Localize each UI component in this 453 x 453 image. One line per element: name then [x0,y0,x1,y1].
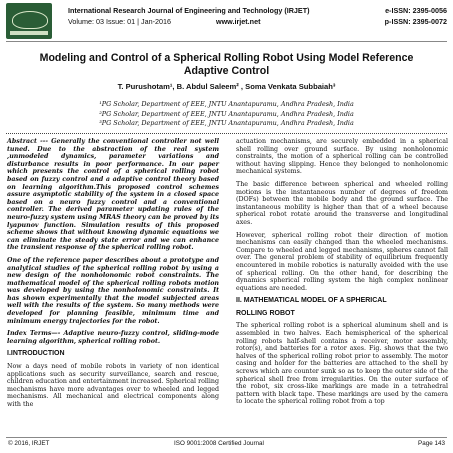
affiliation-1: ¹PG Scholar, Department of EEE, JNTU Anantapuramu, Andhra Pradesh, India [99,100,354,108]
page-header [6,3,447,41]
logo-emblem [12,11,48,29]
logo-bar [10,31,48,35]
header-divider [6,41,447,42]
right-column [236,138,448,411]
volume-issue: Volume: 03 Issue: 01 | Jan-2016 [68,17,171,26]
section-2-heading: II. MATHEMATICAL MODEL OF A SPHERICAL [236,297,387,305]
index-terms: Index Terms—- Adaptive neuro-fuzzy control, sliding-mode learning algorithm, spherical rolling robot. [7,330,219,345]
affiliation-3: ³PG Scholar, Department of EEE, JNTU Anantapuramu, Andhra Pradesh, India [99,119,354,127]
paper-title: Modeling and Control of a Spherical Rolling Robot Using Model Reference Adaptive Control [39,52,414,77]
abstract-paragraph-2: One of the reference paper describes about a prototype and analytical studies of the spherical rolling robot by using a new design of the nonholonomic robot constraints. The mathematical model of the spherical rolling robots motion was developed by using the nonholonomic constraints. It has shown experimentally that the model subjected areas well with the results of the system. So many methods were developed for planning feasible, minimum time and minimum energy trajectories for the robot. [7,256,219,325]
paper-authors: T. Purushotam¹, B. Abdul Saleem² , Soma Venkata Subbaiah³ [117,82,336,91]
affiliations [20,100,433,129]
page-number: Page 143 [418,440,445,447]
journal-website[interactable]: www.irjet.net [216,17,261,26]
body-paragraph-4: The spherical rolling robot is a spherical aluminum shell and is assembled in two halves. Each hemispherical of the spherical rolling robots half-shell contains a receiver, motor assembly, rotor(s), and batteries for a rotor axes. Fig. shows that the two halves of the spherical rolling robot prior to assembly. The motor casing and holder for the batteries are attached to the shell by screws which are counter sunk so as to keep the outer side of the spherical shell free from irregularities. On the outer surface of the robot, six cross-like markings are made in a tetrahedral pattern with black tape. These markings are used by the camera to locate the spherical rolling robot from a top [236,322,448,406]
pissn: p-ISSN: 2395-0072 [384,17,447,26]
left-column [7,138,219,414]
intro-paragraph: Now a days need of mobile robots in variety of non identical applications such as security surveillance, search and rescue, children education and entertainment increased. Spherical rolling mechanisms have more advantages over to wheeled and legged mechanisms. All mechanical and electrical components along with the [7,363,219,408]
body-paragraph-3: However, spherical rolling robot their direction of motion mechanisms can easily changed than the wheeled mechanisms. Compare to wheeled and legged mechanisms, spheres cannot fall over. The general problem of stability of equilibrium frequently encountered in mobile robotics is naturally avoided with the use of spherical rolling. On the other hand, for describing the dynamics spherical rolling system the high complex nonlinear equations are needed. [236,231,448,292]
abstract: Abstract --- Generally the conventional controller not well tuned. Due to the abstraction of the real system ,unmodeled dynamics, parameter variations and disturbance results in poor performance. In our paper which presents the control of a spherical rolling robot based on fuzzy control and a adaptive control theory based on learning algorithm.This proposed control schemes assure asymptotic stability of the system in a closed space based on a neuro fuzzy control and a conventional controller. The derived parameter updating rules of the neuro-fuzzy system using MRAS theory can be proved by its lyapunov function. Simulation results of this proposed scheme shows that without knowing dynamic equations we can eliminate the steady state error and we can enhance the transient response of the spherical rolling robot. [7,138,219,252]
footer-divider [6,437,447,438]
intro-heading: I.INTRODUCTION [7,350,65,358]
body-paragraph-1: actuation mechanisms, are securely embedded in a spherical shell rolling over ground surface. By using nonholonomic constraints, the motion of a spherical rolling can be controlled without having slipping. Hence they belonged to nonholonomic mechanical systems. [236,138,448,176]
eissn: e-ISSN: 2395-0056 [385,6,447,15]
journal-name: International Research Journal of Engineering and Technology (IRJET) [68,6,310,15]
section-separator [6,133,447,134]
irjet-logo [6,3,52,39]
footer-copyright: © 2016, IRJET [8,440,50,447]
footer-certification: ISO 9001:2008 Certified Journal [174,440,264,447]
affiliation-2: ²PG Scholar, Department of EEE, JNTU Anantapuramu, Andhra Pradesh, India [99,109,354,118]
section-2-subheading: ROLLING ROBOT [236,309,295,317]
body-paragraph-2: The basic difference between spherical and wheeled rolling motions is the instantaneous number of degrees of freedom (DOFs) between the mobile body and the ground surface. The instantaneous mobility is higher than that of a wheel because spherical robot rotate around the transverse and longitudinal axes. [236,180,448,226]
